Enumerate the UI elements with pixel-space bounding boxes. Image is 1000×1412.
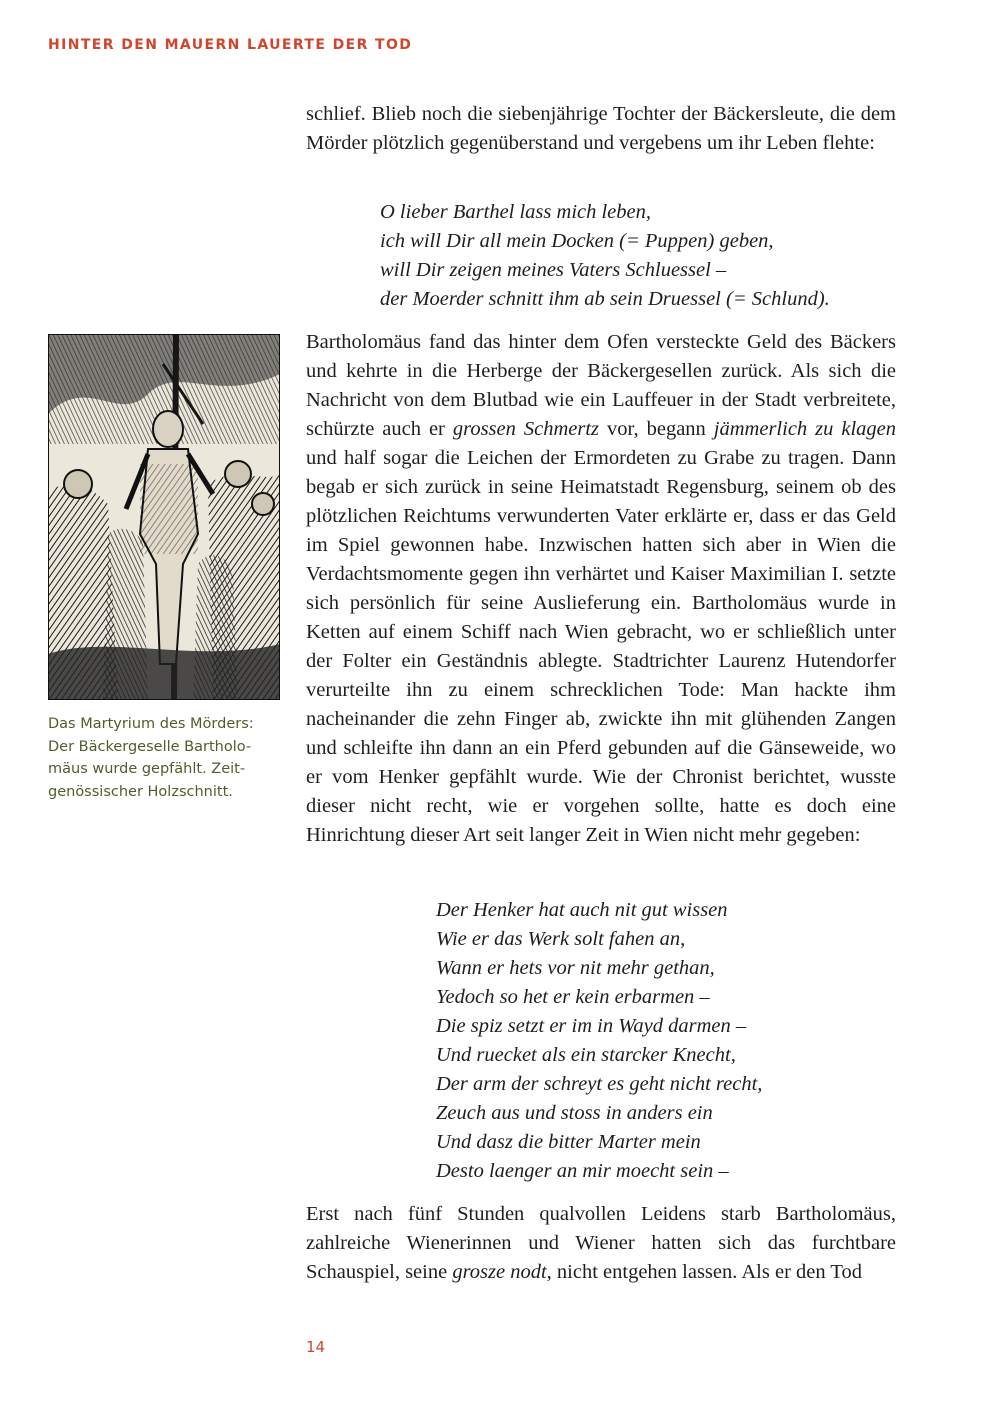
verse-block-1 bbox=[380, 198, 830, 314]
verse-block-2 bbox=[436, 896, 762, 1186]
caption-line: Das Martyrium des Mörders: bbox=[48, 716, 254, 732]
closing-paragraph bbox=[306, 1200, 896, 1287]
verse-line: Wie er das Werk solt fahen an, bbox=[436, 928, 686, 950]
verse-line: Wann er hets vor nit mehr gethan, bbox=[436, 957, 715, 979]
main-text: und half sogar die Leichen der Ermordeten zu Grabe zu tragen. Dann begab er sich zurück in seine Heimatstadt Regensburg, seinem ob des plötzlichen Reichtums verwunderten Vater erklärte er, dass er das Geld im Spiel gewonnen habe. Inzwischen hatten sich aber in Wien die Verdachtsmomente gegen ihn verhärtet und Kaiser Maximilian I. setzte sich persönlich für seine Auslieferung ein. Bartholomäus wurde in Ketten auf einem Schiff nach Wien gebracht, wo er schließlich unter der Folter ein Geständnis ablegte. Stadtrichter Laurenz Hutendorfer verurteilte ihn zu einem schrecklichen Tode: Man hackte ihm nacheinander die zehn Finger ab, zwickte ihn mit glühenden Zangen und schleifte ihn dann an ein Pferd gebunden auf die Gänseweide, wo er vom Henker gepfählt wurde. Wie der Chronist berichtet, wusste dieser nicht recht, wie er vorgehen sollte, hatte es doch eine Hinrichtung dieser Art seit langer Zeit in Wien nicht mehr gegeben: bbox=[306, 447, 896, 846]
caption-line: Der Bäckergeselle Bartholo- bbox=[48, 738, 252, 755]
verse-line: Der Henker hat auch nit gut wissen bbox=[436, 899, 728, 921]
verse-line: Der arm der schreyt es geht nicht recht, bbox=[436, 1073, 763, 1095]
page-number: 14 bbox=[306, 1338, 326, 1356]
main-text: Bartholomäus fand das hinter dem Ofen versteckte Geld des Bäckers und kehrte in die Herberge der Bäckergesellen zurück. Als sich die Nachricht von dem Blutbad wie ein Lauffeuer in der Stadt verbreitete, schürzte auch er bbox=[306, 331, 896, 440]
woodcut-illustration bbox=[48, 334, 280, 700]
verse-line: Und ruecket als ein starcker Knecht, bbox=[436, 1044, 736, 1066]
verse-line: ich will Dir all mein Docken (= Puppen) geben, bbox=[380, 230, 774, 252]
emphasis-quote: grosze nodt bbox=[452, 1261, 547, 1283]
closing-text: Erst nach fünf Stunden qualvollen Leidens starb Bartholomäus, zahlreiche Wienerinnen und Wiener hatten sich das furchtbare Schauspiel, seine bbox=[306, 1203, 896, 1283]
emphasis-quote: jämmerlich zu klagen bbox=[713, 418, 896, 440]
intro-paragraph: schlief. Blieb noch die siebenjährige Tochter der Bäckersleute, die dem Mörder plötzlich gegenüberstand und vergebens um ihr Leben flehte: bbox=[306, 103, 896, 154]
verse-line: Zeuch aus und stoss in anders ein bbox=[436, 1102, 713, 1124]
caption-line: mäus wurde gepfählt. Zeit- bbox=[48, 761, 246, 777]
verse-line: O lieber Barthel lass mich leben, bbox=[380, 201, 652, 223]
caption-line: genössischer Holzschnitt. bbox=[48, 783, 233, 800]
emphasis-quote: grossen Schmertz bbox=[452, 418, 600, 440]
verse-line: will Dir zeigen meines Vaters Schluessel – bbox=[380, 259, 727, 281]
main-paragraph bbox=[306, 328, 896, 850]
closing-text: , nicht entgehen lassen. Als er den Tod bbox=[546, 1261, 862, 1283]
verse-line: Die spiz setzt er im in Wayd darmen – bbox=[436, 1015, 747, 1037]
verse-line: Und dasz die bitter Marter mein bbox=[436, 1131, 701, 1153]
verse-line: Yedoch so het er kein erbarmen – bbox=[436, 986, 710, 1008]
image-caption bbox=[48, 713, 288, 803]
verse-line: der Moerder schnitt ihm ab sein Druessel (= Schlund). bbox=[380, 288, 830, 310]
main-text: vor, begann bbox=[607, 418, 706, 440]
verse-line: Desto laenger an mir moecht sein – bbox=[436, 1160, 729, 1182]
running-head: HINTER DEN MAUERN LAUERTE DER TOD bbox=[48, 37, 413, 53]
